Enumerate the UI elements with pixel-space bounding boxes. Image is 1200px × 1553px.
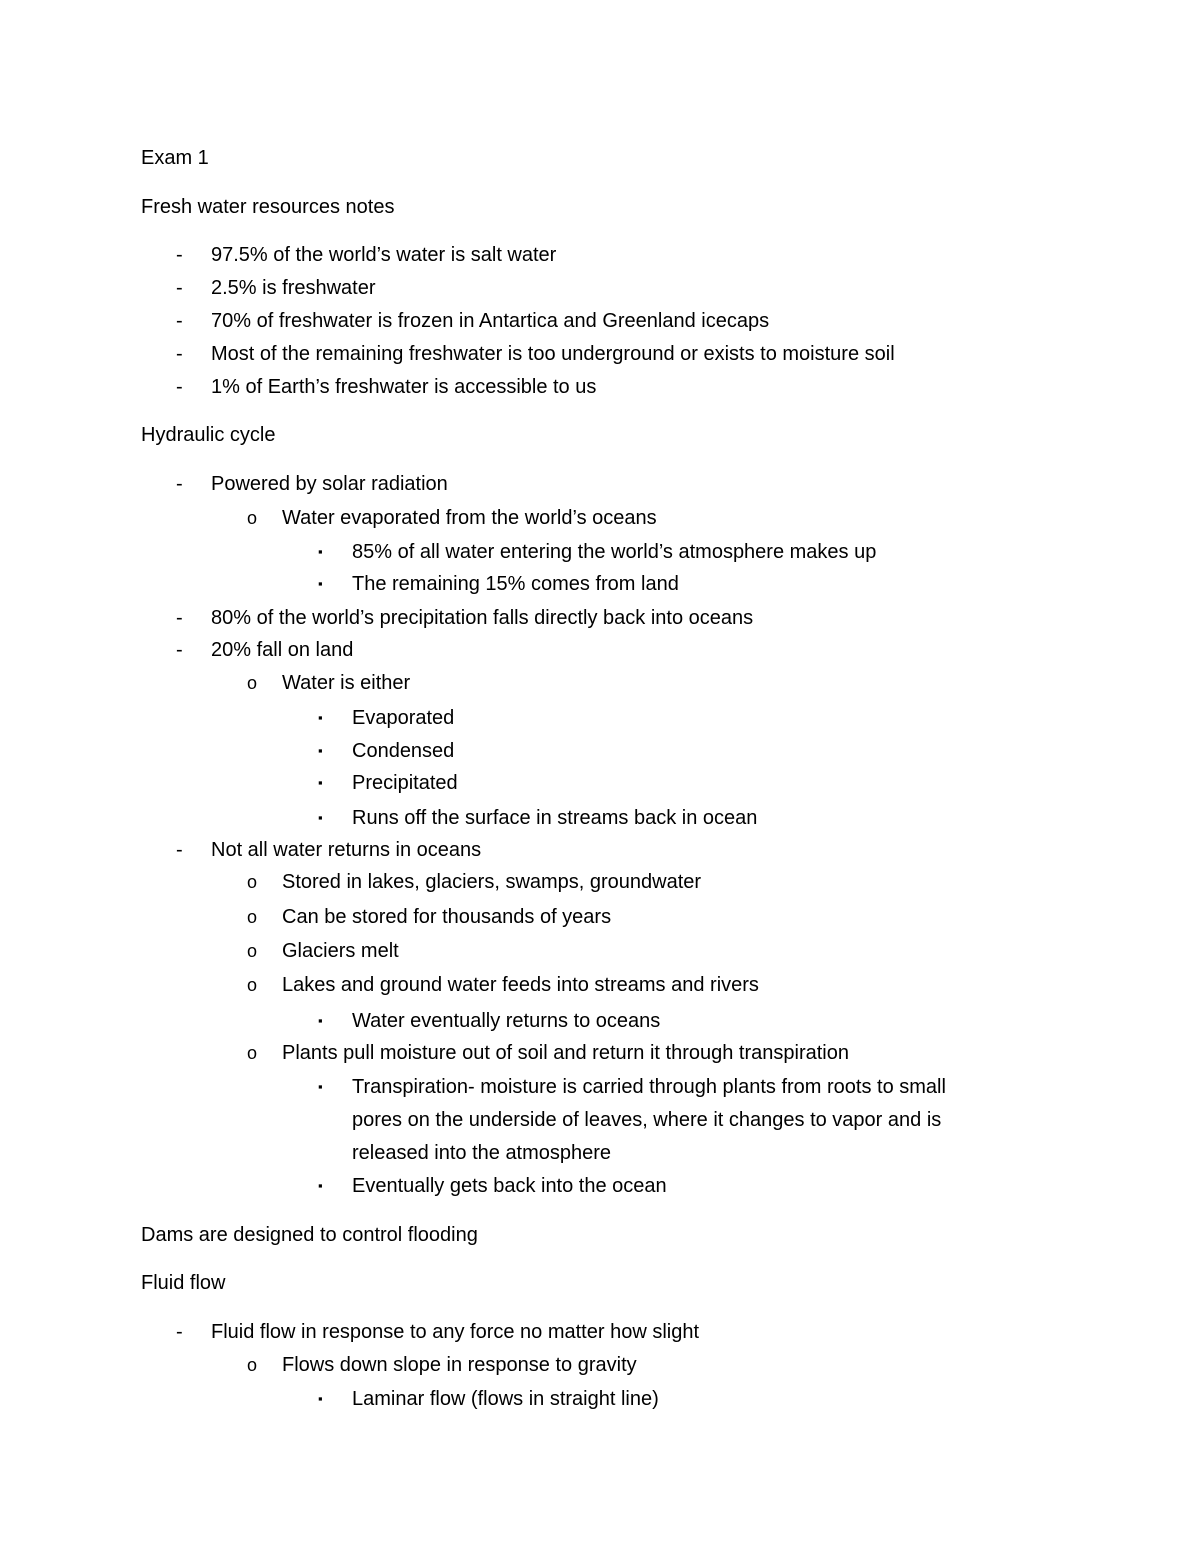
- list-item: Powered by solar radiation: [211, 473, 448, 495]
- circle-bullet: o: [247, 975, 258, 995]
- list-item: 80% of the world’s precipitation falls directly back into oceans: [211, 607, 754, 629]
- circle-bullet: o: [247, 673, 258, 693]
- dash-bullet: -: [176, 343, 183, 365]
- section-heading-fluid-flow: Fluid flow: [141, 1272, 226, 1294]
- square-bullet: ▪: [318, 1178, 323, 1193]
- dash-bullet: -: [176, 1321, 183, 1343]
- list-item: Eventually gets back into the ocean: [352, 1175, 667, 1197]
- list-item: Stored in lakes, glaciers, swamps, groundwater: [282, 871, 702, 893]
- dash-bullet: -: [176, 839, 183, 861]
- list-item: 85% of all water entering the world’s atmosphere makes up: [352, 541, 877, 563]
- square-bullet: ▪: [318, 775, 323, 790]
- section-heading-fresh-water: Fresh water resources notes: [141, 196, 395, 218]
- list-item: The remaining 15% comes from land: [352, 573, 679, 595]
- section-heading-hydraulic-cycle: Hydraulic cycle: [141, 424, 276, 446]
- dash-bullet: -: [176, 244, 183, 266]
- list-item: Transpiration- moisture is carried through plants from roots to small: [352, 1076, 946, 1098]
- list-item: Condensed: [352, 740, 455, 762]
- list-item: Water evaporated from the world’s oceans: [282, 507, 657, 529]
- dash-bullet: -: [176, 473, 183, 495]
- square-bullet: ▪: [318, 810, 323, 825]
- list-item: Most of the remaining freshwater is too underground or exists to moisture soil: [211, 343, 895, 365]
- square-bullet: ▪: [318, 576, 323, 591]
- list-item-continuation: pores on the underside of leaves, where it changes to vapor and is: [352, 1109, 942, 1131]
- dash-bullet: -: [176, 277, 183, 299]
- square-bullet: ▪: [318, 1391, 323, 1406]
- document-title: Exam 1: [141, 147, 209, 169]
- circle-bullet: o: [247, 508, 258, 528]
- list-item: Water eventually returns to oceans: [352, 1010, 661, 1032]
- circle-bullet: o: [247, 872, 258, 892]
- list-item: 2.5% is freshwater: [211, 277, 376, 299]
- list-item: Lakes and ground water feeds into streams and rivers: [282, 974, 759, 996]
- circle-bullet: o: [247, 1043, 258, 1063]
- circle-bullet: o: [247, 1355, 258, 1375]
- list-item: Laminar flow (flows in straight line): [352, 1388, 659, 1410]
- square-bullet: ▪: [318, 743, 323, 758]
- circle-bullet: o: [247, 907, 258, 927]
- dash-bullet: -: [176, 639, 183, 661]
- square-bullet: ▪: [318, 544, 323, 559]
- list-item: 1% of Earth’s freshwater is accessible to us: [211, 376, 597, 398]
- square-bullet: ▪: [318, 710, 323, 725]
- dash-bullet: -: [176, 310, 183, 332]
- list-item: 97.5% of the world’s water is salt water: [211, 244, 557, 266]
- list-item: Flows down slope in response to gravity: [282, 1354, 637, 1376]
- square-bullet: ▪: [318, 1079, 323, 1094]
- list-item: Glaciers melt: [282, 940, 399, 962]
- square-bullet: ▪: [318, 1013, 323, 1028]
- section-heading-dams: Dams are designed to control flooding: [141, 1224, 478, 1246]
- list-item: Plants pull moisture out of soil and return it through transpiration: [282, 1042, 849, 1064]
- list-item: Precipitated: [352, 772, 458, 794]
- list-item: Evaporated: [352, 707, 455, 729]
- list-item: Can be stored for thousands of years: [282, 906, 612, 928]
- list-item: 20% fall on land: [211, 639, 354, 661]
- circle-bullet: o: [247, 941, 258, 961]
- list-item: Fluid flow in response to any force no matter how slight: [211, 1321, 700, 1343]
- list-item: 70% of freshwater is frozen in Antartica and Greenland icecaps: [211, 310, 770, 332]
- dash-bullet: -: [176, 376, 183, 398]
- dash-bullet: -: [176, 607, 183, 629]
- list-item: Runs off the surface in streams back in ocean: [352, 807, 758, 829]
- list-item-continuation: released into the atmosphere: [352, 1142, 612, 1164]
- list-item: Water is either: [282, 672, 411, 694]
- list-item: Not all water returns in oceans: [211, 839, 482, 861]
